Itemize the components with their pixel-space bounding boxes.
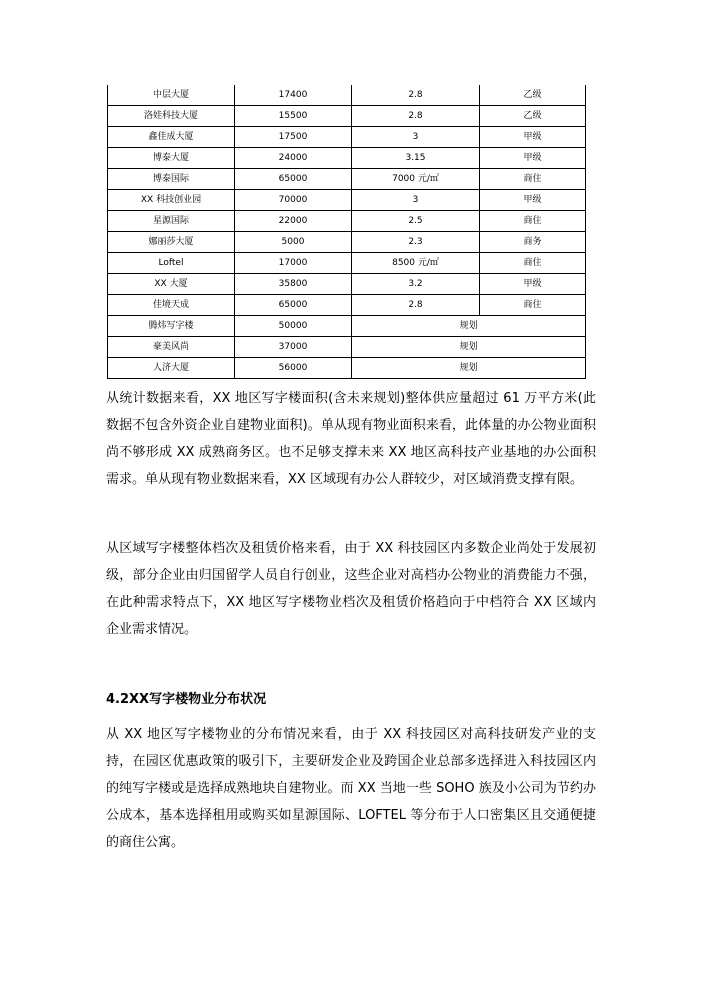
area-cell: 17500 — [235, 127, 352, 148]
area-cell: 56000 — [235, 358, 352, 379]
table-row — [108, 148, 586, 169]
price-cell: 3.2 — [352, 274, 480, 295]
area-cell: 22000 — [235, 211, 352, 232]
grade-cell: 甲级 — [480, 190, 586, 211]
price-cell: 2.8 — [352, 85, 480, 106]
area-cell: 15500 — [235, 106, 352, 127]
price-cell: 7000 元/㎡ — [352, 169, 480, 190]
price-cell: 3 — [352, 190, 480, 211]
office-building-table — [107, 85, 586, 379]
area-cell: 50000 — [235, 316, 352, 337]
building-name-cell: 中层大厦 — [108, 85, 235, 106]
table-row — [108, 274, 586, 295]
table-row — [108, 211, 586, 232]
price-cell: 2.3 — [352, 232, 480, 253]
status-cell: 规划 — [352, 316, 586, 337]
table-row — [108, 295, 586, 316]
table-row — [108, 127, 586, 148]
area-cell: 65000 — [235, 169, 352, 190]
table-row — [108, 316, 586, 337]
table-row — [108, 232, 586, 253]
building-name-cell: 博泰国际 — [108, 169, 235, 190]
building-name-cell: 星源国际 — [108, 211, 235, 232]
table-row — [108, 106, 586, 127]
price-cell: 2.8 — [352, 106, 480, 127]
grade-cell: 商务 — [480, 232, 586, 253]
price-cell: 3 — [352, 127, 480, 148]
building-name-cell: 鑫佳成大厦 — [108, 127, 235, 148]
building-name-cell: 佳境天成 — [108, 295, 235, 316]
grade-cell: 甲级 — [480, 148, 586, 169]
building-name-cell: 腾炜写字楼 — [108, 316, 235, 337]
table-row — [108, 85, 586, 106]
grade-cell: 商住 — [480, 211, 586, 232]
grade-cell: 甲级 — [480, 127, 586, 148]
area-cell: 65000 — [235, 295, 352, 316]
area-cell: 35800 — [235, 274, 352, 295]
status-cell: 规划 — [352, 358, 586, 379]
table-row — [108, 253, 586, 274]
building-name-cell: 人济大厦 — [108, 358, 235, 379]
grade-cell: 商住 — [480, 295, 586, 316]
area-cell: 37000 — [235, 337, 352, 358]
building-name-cell: 博泰大厦 — [108, 148, 235, 169]
table-row — [108, 337, 586, 358]
section-heading: 4.2XX写字楼物业分布状况 — [106, 692, 267, 707]
building-name-cell: XX 科技创业园 — [108, 190, 235, 211]
area-cell: 17400 — [235, 85, 352, 106]
grade-cell: 乙级 — [480, 85, 586, 106]
grade-cell: 商住 — [480, 169, 586, 190]
price-cell: 2.8 — [352, 295, 480, 316]
supply-analysis-paragraph: 从统计数据来看，XX 地区写字楼面积(含未来规划)整体供应量超过 61 万平方米(此数据不包含外资企业自建物业面积)。单从现有物业面积来看，此体量的办公物业面积尚不够形成 XX 成熟商务区。也不足够支撑未来 XX 地区高科技产业基地的办公面积需求。单从现有物业数据来看，XX 区域现有办公人群较少，对区域消费支撑有限。 — [106, 391, 596, 487]
building-name-cell: XX 大厦 — [108, 274, 235, 295]
building-name-cell: 豪美风尚 — [108, 337, 235, 358]
table-row — [108, 358, 586, 379]
status-cell: 规划 — [352, 337, 586, 358]
area-cell: 70000 — [235, 190, 352, 211]
grade-cell: 商住 — [480, 253, 586, 274]
table-row — [108, 169, 586, 190]
price-cell: 2.5 — [352, 211, 480, 232]
building-name-cell: Loftel — [108, 253, 235, 274]
area-cell: 24000 — [235, 148, 352, 169]
building-name-cell: 洛娃科技大厦 — [108, 106, 235, 127]
grade-cell: 甲级 — [480, 274, 586, 295]
area-cell: 17000 — [235, 253, 352, 274]
grade-cell: 乙级 — [480, 106, 586, 127]
area-cell: 5000 — [235, 232, 352, 253]
price-cell: 8500 元/㎡ — [352, 253, 480, 274]
table-row — [108, 190, 586, 211]
price-cell: 3.15 — [352, 148, 480, 169]
distribution-paragraph: 从 XX 地区写字楼物业的分布情况来看，由于 XX 科技园区对高科技研发产业的支持，在园区优惠政策的吸引下，主要研发企业及跨国企业总部多选择进入科技园区内的纯写字楼或是选择成熟地块自建物业。而 XX 当地一些 SOHO 族及小公司为节约办公成本，基本选择租用或购买如星源国际、LOFTEL 等分布于人口密集区且交通便捷的商住公寓。 — [106, 727, 596, 850]
building-name-cell: 娜丽莎大厦 — [108, 232, 235, 253]
grade-price-paragraph: 从区域写字楼整体档次及租赁价格来看，由于 XX 科技园区内多数企业尚处于发展初级，部分企业由归国留学人员自行创业，这些企业对高档办公物业的消费能力不强，在此种需求特点下，XX 地区写字楼物业档次及租赁价格趋向于中档符合 XX 区域内企业需求情况。 — [106, 541, 596, 637]
